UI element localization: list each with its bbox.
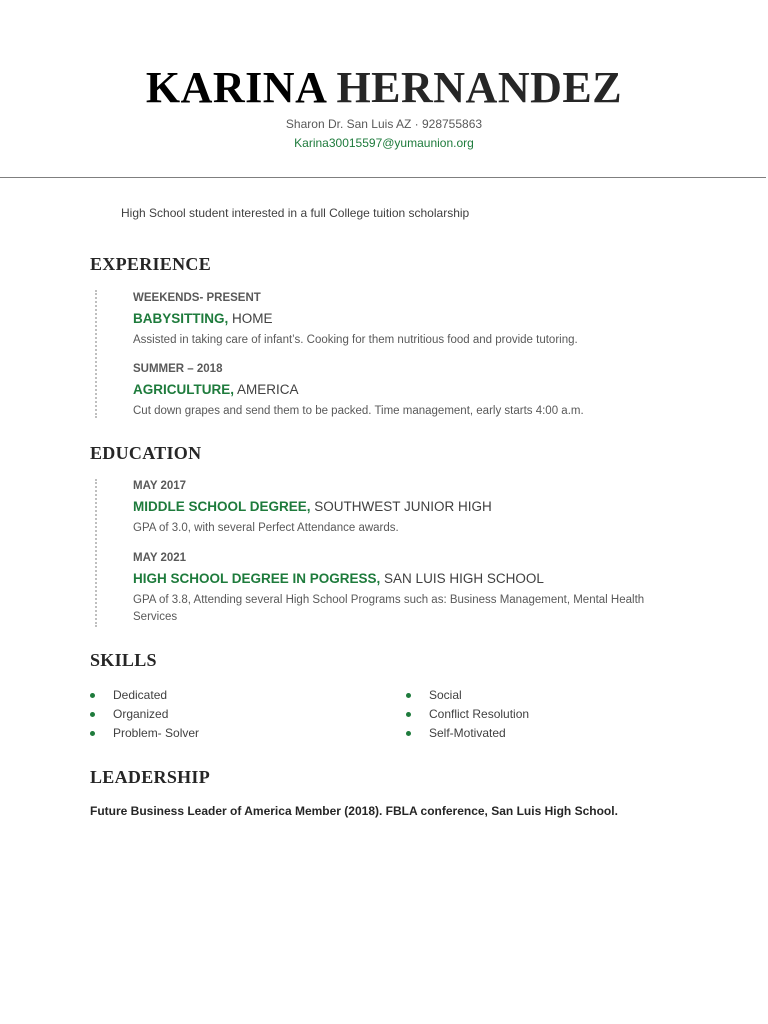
skill-label: Problem- Solver [113, 726, 200, 740]
entry-organization: AMERICA [234, 382, 299, 397]
bullet-icon [406, 693, 411, 698]
skill-label: Self-Motivated [429, 726, 506, 740]
bullet-icon [406, 712, 411, 717]
leadership-text: Future Business Leader of America Member (2018). FBLA conference, San Luis High School. [90, 804, 618, 818]
skill-item [90, 705, 199, 724]
entry-organization: SOUTHWEST JUNIOR HIGH [310, 499, 492, 514]
last-name: HERNANDEZ [336, 63, 623, 112]
education-heading: EDUCATION [90, 443, 202, 463]
experience-heading: EXPERIENCE [90, 254, 212, 274]
contact-address: Sharon Dr. San Luis AZ · 928755863 [285, 117, 483, 131]
experience-entry [133, 291, 673, 349]
entry-date: MAY 2017 [133, 480, 187, 492]
entry-title: BABYSITTING, [133, 311, 229, 326]
entry-organization: SAN LUIS HIGH SCHOOL [380, 571, 544, 586]
skill-label: Social [429, 688, 462, 702]
entry-organization: HOME [228, 311, 273, 326]
experience-entry [133, 362, 673, 420]
contact-email[interactable]: Karina30015597@yumaunion.org [294, 136, 474, 150]
skill-label: Conflict Resolution [429, 707, 530, 721]
leadership-heading: LEADERSHIP [90, 767, 211, 787]
skill-label: Dedicated [113, 688, 168, 702]
entry-role [133, 570, 673, 587]
skill-item [406, 724, 529, 743]
candidate-name [0, 62, 768, 114]
entry-description: Assisted in taking care of infant’s. Cooking for them nutritious food and provide tutoring. [133, 334, 578, 346]
entry-role [133, 310, 673, 327]
entry-title: MIDDLE SCHOOL DEGREE, [133, 499, 311, 514]
entry-description: GPA of 3.8, Attending several High School Programs such as: Business Management, Mental Health Services [133, 594, 645, 623]
objective-statement: High School student interested in a full College tuition scholarship [121, 206, 470, 220]
first-name: KARINA [145, 63, 325, 112]
entry-description: GPA of 3.0, with several Perfect Attendance awards. [133, 522, 399, 534]
entry-date: WEEKENDS- PRESENT [133, 292, 261, 304]
entry-role [133, 381, 673, 398]
experience-timeline-line [95, 290, 97, 418]
skill-item [406, 705, 529, 724]
education-timeline-line [95, 479, 97, 627]
skill-item [90, 686, 199, 705]
skills-heading: SKILLS [90, 650, 157, 670]
skills-list-right [406, 686, 529, 743]
resume-header [0, 62, 768, 151]
bullet-icon [90, 731, 95, 736]
entry-role [133, 498, 673, 515]
bullet-icon [90, 693, 95, 698]
bullet-icon [406, 731, 411, 736]
skill-item [406, 686, 529, 705]
entry-title: HIGH SCHOOL DEGREE IN POGRESS, [133, 571, 381, 586]
education-entry [133, 551, 673, 626]
skills-list-left [90, 686, 199, 743]
bullet-icon [90, 712, 95, 717]
entry-description: Cut down grapes and send them to be packed. Time management, early starts 4:00 a.m. [133, 405, 584, 417]
entry-title: AGRICULTURE, [133, 382, 234, 397]
education-entry [133, 479, 673, 537]
entry-date: MAY 2021 [133, 552, 187, 564]
entry-date: SUMMER – 2018 [133, 363, 223, 375]
header-divider [0, 177, 766, 178]
skill-item [90, 724, 199, 743]
skill-label: Organized [113, 707, 169, 721]
